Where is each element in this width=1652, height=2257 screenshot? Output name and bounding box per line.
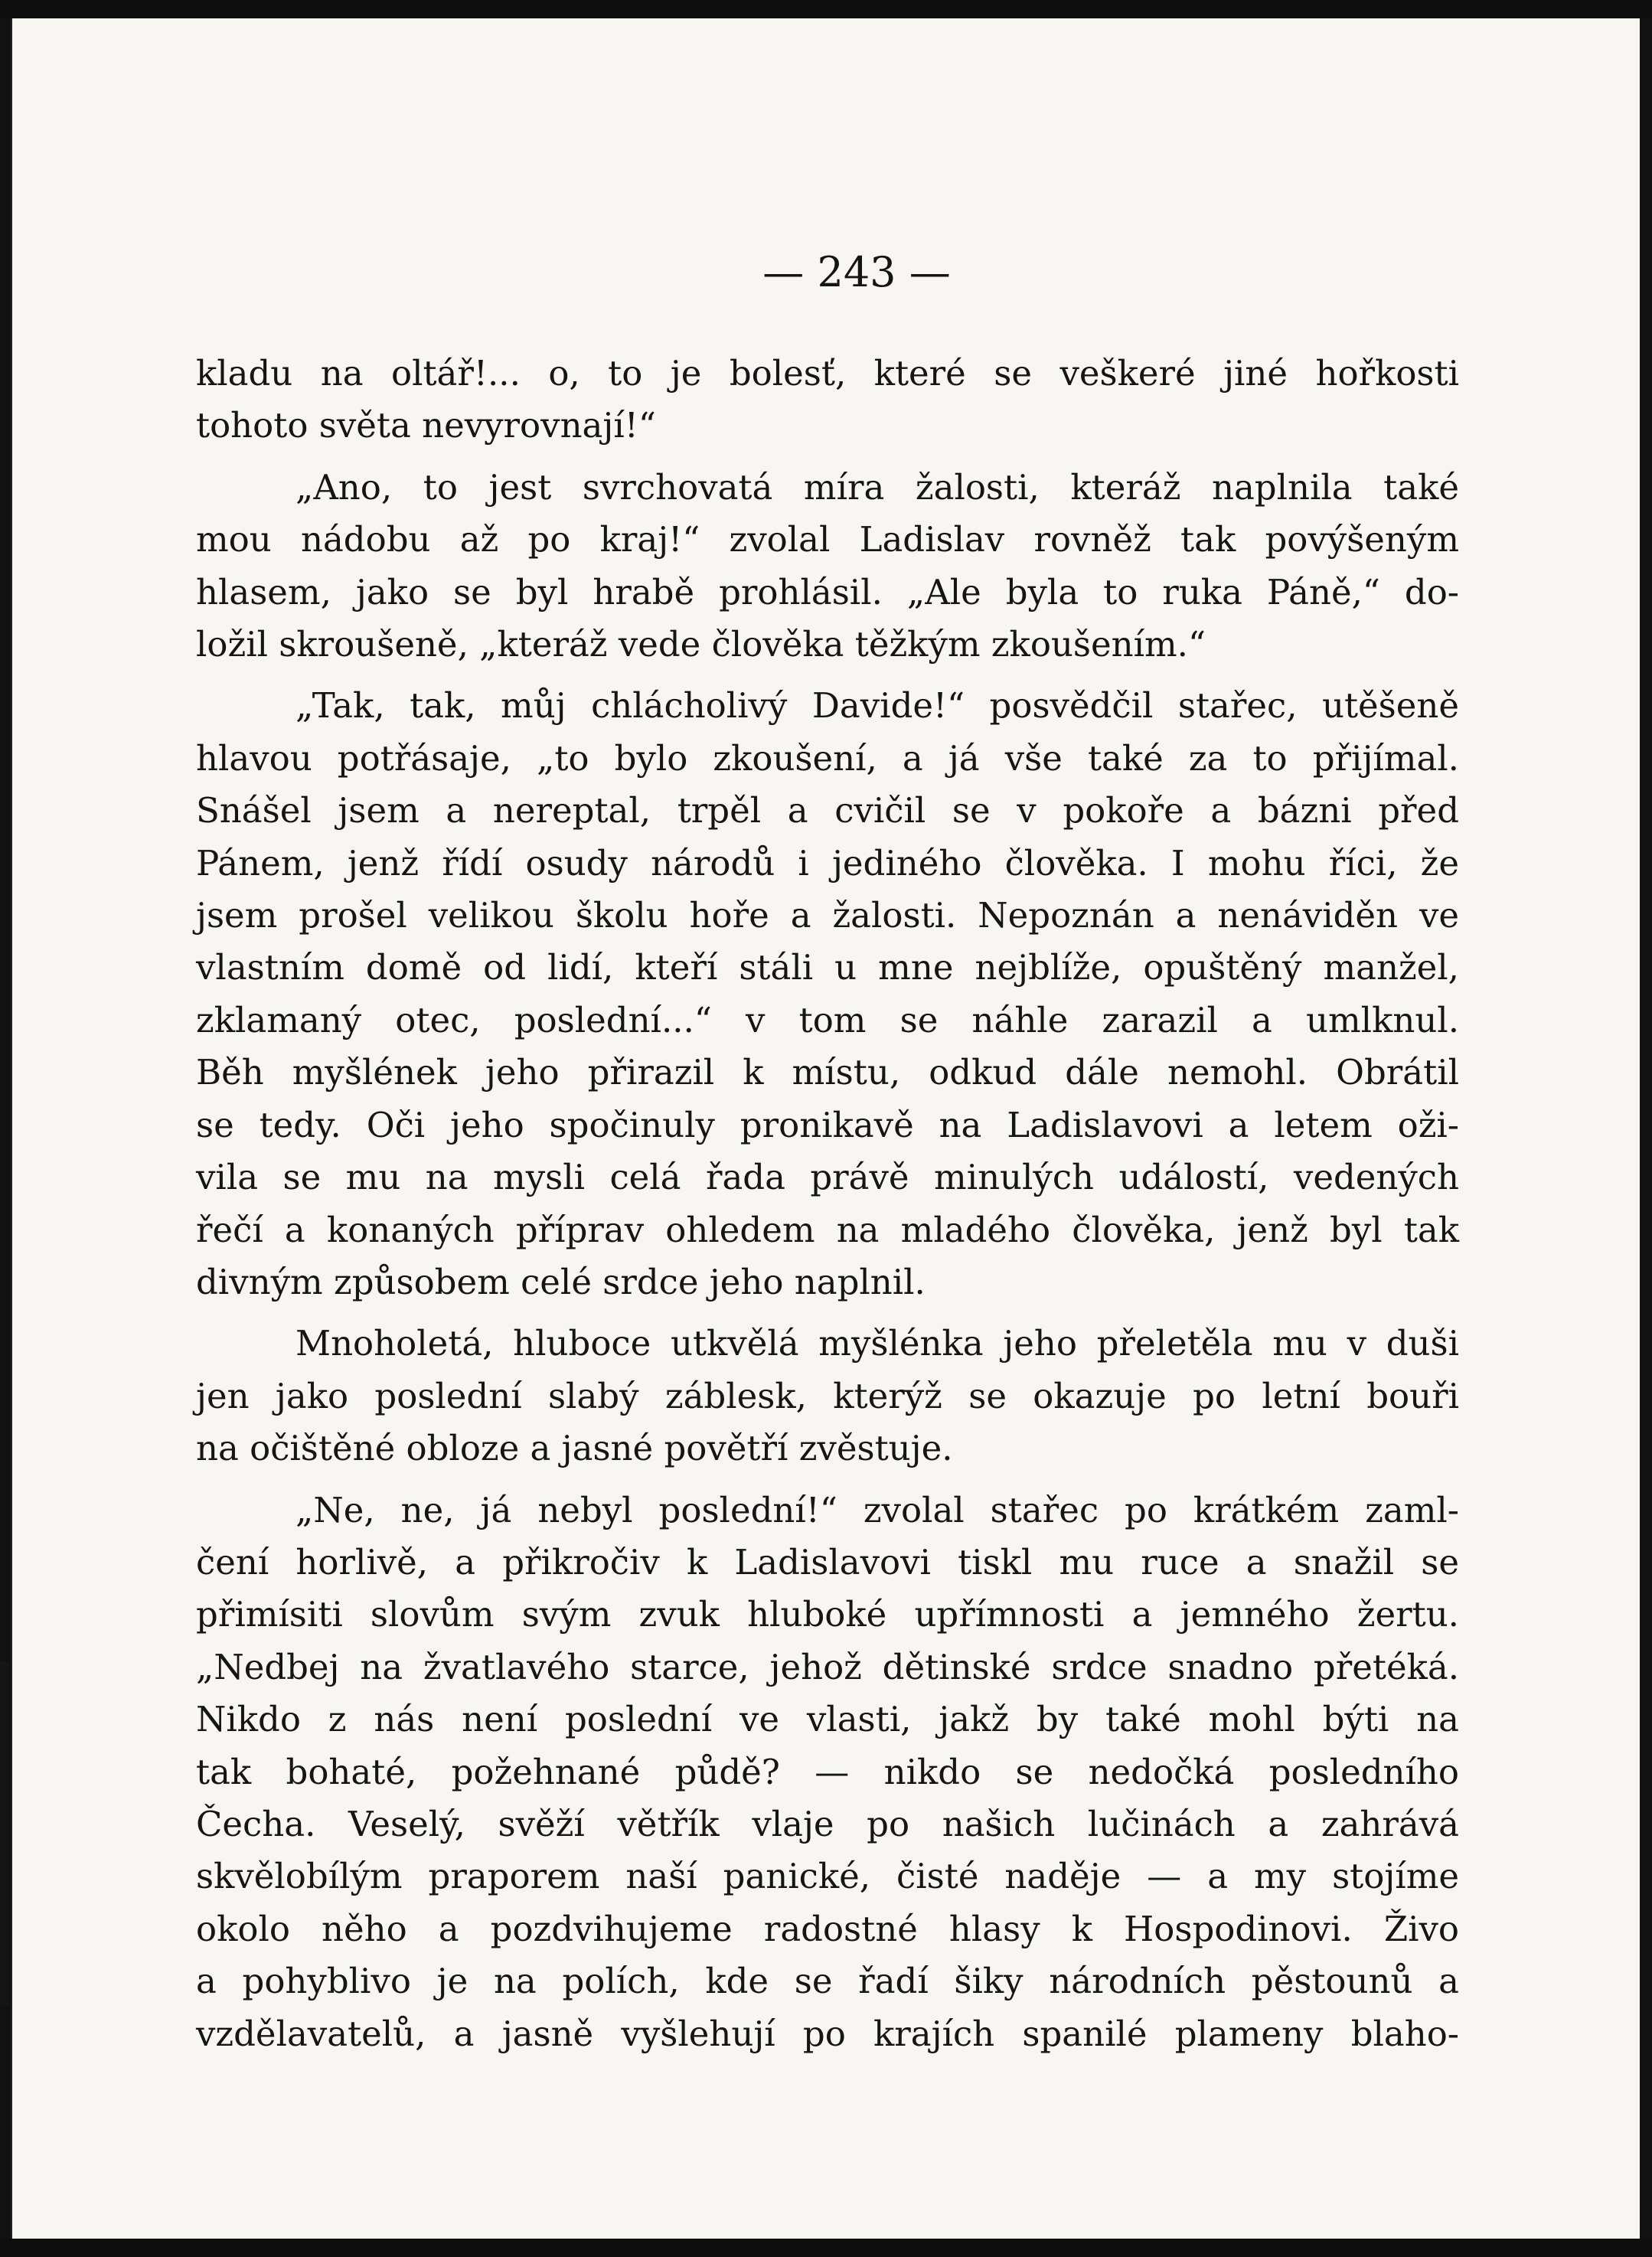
text-line: Mnoholetá, hluboce utkvělá myšlénka jeho přeletěla mu v duši [295, 1323, 1459, 1364]
text-line: na očištěné obloze a jasné povětří zvěstuje. [196, 1428, 953, 1469]
text-line: hlavou potřásaje, „to bylo zkoušení, a já vše také za to přijímal. [196, 737, 1459, 779]
text-line: Nikdo z nás není poslední ve vlasti, jakž by také mohl býti na [196, 1699, 1459, 1740]
text-line: hlasem, jako se byl hrabě prohlásil. „Ale byla to ruka Páně,“ do- [196, 571, 1459, 612]
text-line: a pohyblivo je na polích, kde se řadí šiky národních pěstounů a [196, 1961, 1459, 2002]
text-line: kladu na oltář!... o, to je bolesť, které se veškeré jiné hořkosti [196, 353, 1459, 394]
page-number: — 243 — [762, 248, 951, 296]
binding-shadow [0, 1661, 9, 2006]
text-line: „Ano, to jest svrchovatá míra žalosti, kteráž naplnila také [295, 466, 1459, 508]
text-line: „Nedbej na žvatlavého starce, jehož dětinské srdce snadno přetéká. [196, 1646, 1459, 1687]
text-line: ložil skroušeně, „kteráž vede člověka těžkým zkoušením.“ [196, 624, 1206, 665]
text-line: tohoto světa nevyrovnají!“ [196, 405, 656, 446]
scan-border-bottom [0, 2239, 1652, 2257]
text-line: tak bohaté, požehnané půdě? — nikdo se nedočká posledního [196, 1751, 1459, 1792]
text-line: okolo něho a pozdvihujeme radostné hlasy k Hospodinovi. Živo [196, 1908, 1459, 1949]
body-text [196, 348, 1459, 2060]
text-line: čení horlivě, a přikročiv k Ladislavovi tiskl mu ruce a snažil se [196, 1541, 1459, 1583]
text-line: Snášel jsem a nereptal, trpěl a cvičil se v pokoře a bázni před [196, 790, 1459, 831]
text-line: „Tak, tak, můj chlácholivý Davide!“ posvědčil stařec, utěšeně [295, 685, 1459, 727]
text-line: zklamaný otec, poslední...“ v tom se náhle zarazil a umlknul. [196, 999, 1459, 1040]
text-line: jsem prošel velikou školu hoře a žalosti. Nepoznán a nenáviděn ve [196, 895, 1459, 936]
text-line: Běh myšlének jeho přirazil k místu, odkud dále nemohl. Obrátil [196, 1052, 1459, 1093]
text-line: se tedy. Oči jeho spočinuly pronikavě na Ladislavovi a letem oži- [196, 1104, 1459, 1145]
text-line: mou nádobu až po kraj!“ zvolal Ladislav rovněž tak povýšeným [196, 519, 1459, 560]
text-line: řečí a konaných příprav ohledem na mladého člověka, jenž byl tak [196, 1209, 1459, 1250]
scan-border-top [0, 0, 1652, 18]
text-line: divným způsobem celé srdce jeho naplnil. [196, 1261, 926, 1302]
text-line: přimísiti slovům svým zvuk hluboké upřímnosti a jemného žertu. [196, 1594, 1459, 1635]
text-line: vlastním domě od lidí, kteří stáli u mne nejblíže, opuštěný manžel, [196, 947, 1459, 988]
text-line: „Ne, ne, já nebyl poslední!“ zvolal stařec po krátkém zaml- [295, 1489, 1459, 1530]
book-page [11, 18, 1640, 2239]
text-line: Pánem, jenž řídí osudy národů i jediného člověka. I mohu říci, že [196, 842, 1459, 884]
text-line: Čecha. Veselý, svěží větřík vlaje po našich lučinách a zahrává [196, 1803, 1459, 1844]
text-line: vzdělavatelů, a jasně vyšlehují po krajích spanilé plameny blaho- [196, 2013, 1459, 2054]
text-line: jen jako poslední slabý záblesk, kterýž se okazuje po letní bouři [196, 1375, 1459, 1416]
text-line: skvělobílým praporem naší panické, čisté naděje — a my stojíme [196, 1856, 1459, 1897]
text-line: vila se mu na mysli celá řada právě minulých událostí, vedených [196, 1157, 1459, 1198]
